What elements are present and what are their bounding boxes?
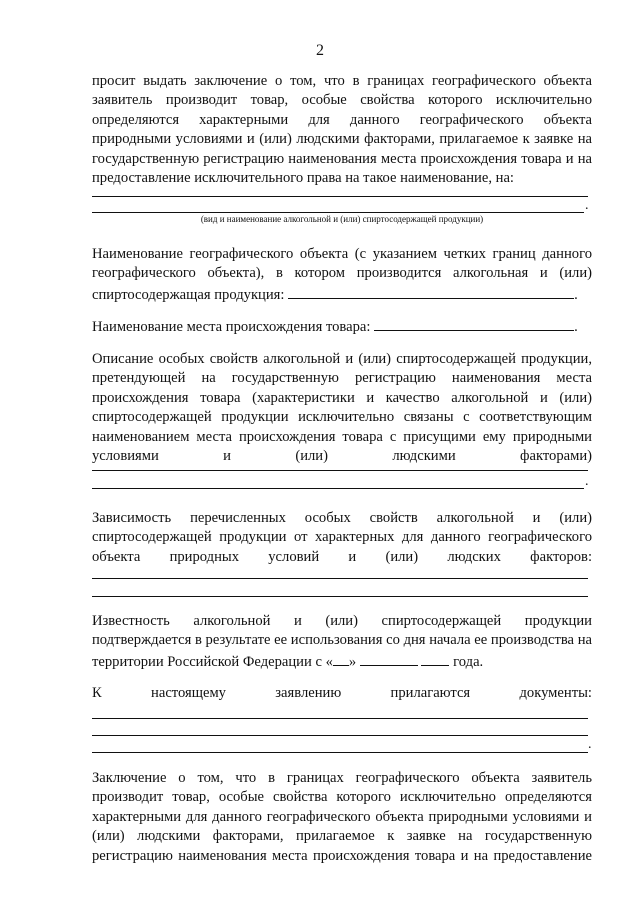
place-name-period: . [574,319,578,335]
attached-word-4: прилагаются [390,685,471,701]
description-line-period: . [585,474,589,489]
attached-documents-label [92,685,592,702]
description-line-1[interactable] [92,470,588,471]
place-name-field[interactable] [374,316,574,331]
attached-word-3: заявлению [275,685,342,701]
fame-block [92,612,592,672]
dependence-line-1[interactable] [92,578,588,579]
fame-year-field[interactable] [421,651,449,666]
geo-object-period: . [574,286,578,303]
page-number: 2 [316,42,324,59]
dependence-line-2[interactable] [92,596,588,597]
geo-object-block [92,245,592,305]
request-paragraph: просит выдать заключение о том, что в границах географического объекта заявитель производит товар, особые свойства которого исключительно определяются характерными для данного географического объекта природными условиями и (или) людскими факторами, прилагаемое к заявке на государственную регистрацию наименования места происхождения товара и на предоставление исключительного права на такое наименование, на: [92,73,592,187]
conclusion-paragraph: Заключение о том, что в границах географического объекта заявитель производит товар, особые свойства которого исключительно определяются характерными для данного географического объекта природными условиями и (или) людскими факторами, прилагаемое к заявке на государственную регистрацию наименования места происхождения товара и на предоставление [92,770,592,864]
fame-year-label: года. [453,653,484,670]
attached-word-1: К [92,685,102,701]
attached-line-2[interactable] [92,735,588,736]
product-line-period: . [585,198,589,213]
fame-text: Известность алкогольной и (или) спиртосодержащей продукции подтверждается в результате ее использования со дня начала ее производства на территории Российской Федерации с « [92,613,592,670]
attached-line-period: . [588,737,592,752]
fame-quote-close: » [348,653,357,670]
place-name-label: Наименование места происхождения товара: [92,319,371,335]
place-name-block [92,316,592,337]
product-line-2[interactable] [92,212,584,213]
description-label: Описание особых свойств алкогольной и (или) спиртосодержащей продукции, претендующей на государственную регистрацию наименования места происхождения товара (характеристики и качество алкогольной и (или) спиртосодержащей продукции исключительно связаны с соответствующим наименованием места происхождения товара с присущими ему природными условиями и (или) людскими факторами) [92,351,592,465]
fame-month-field[interactable] [360,651,418,666]
attached-word-2: настоящему [151,685,226,701]
geo-object-field[interactable] [288,284,574,299]
fame-day-field[interactable] [333,651,349,666]
description-line-2[interactable] [92,488,584,489]
attached-line-1[interactable] [92,718,588,719]
attached-word-5: документы: [519,685,592,701]
product-line-1[interactable] [92,196,588,197]
attached-line-3[interactable] [92,752,588,753]
geo-object-label: Наименование географического объекта (с указанием четких границ данного географического объекта), в котором производится алкогольная и (или) спиртосодержащая продукция: [92,246,592,303]
dependence-label: Зависимость перечисленных особых свойств алкогольной и (или) спиртосодержащей продукции от характерных для данного географического объекта природных условий и (или) людских факторов: [92,510,592,565]
product-caption: (вид и наименование алкогольной и (или) спиртосодержащей продукции) [200,214,484,224]
